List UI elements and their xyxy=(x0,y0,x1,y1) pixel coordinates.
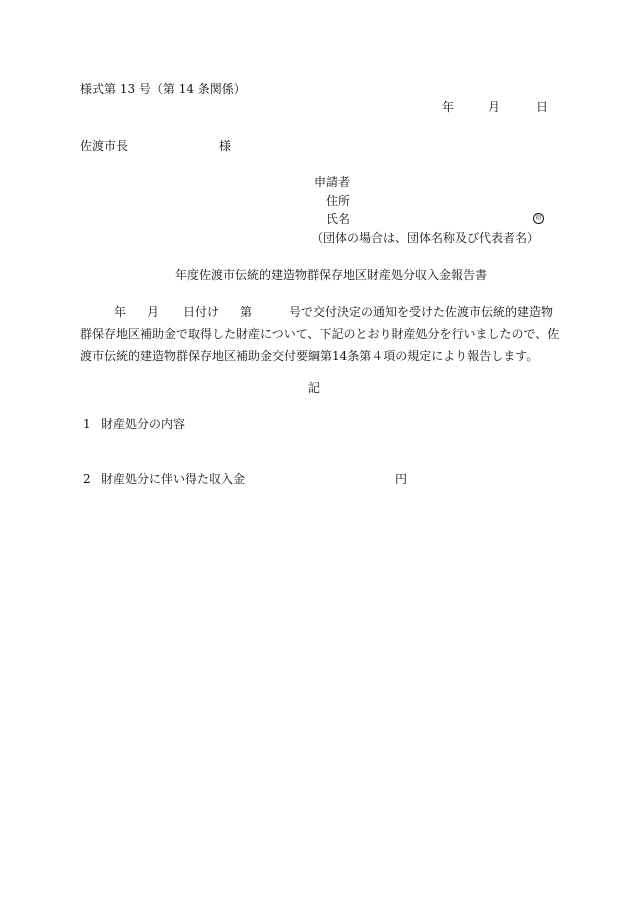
body-line3: 渡市伝統的建造物群保存地区補助金交付要綱第14条第４項の規定により報告します。 xyxy=(80,349,539,363)
date-month-label: 月 xyxy=(488,100,501,114)
item-1-label: 財産処分の内容 xyxy=(101,417,186,431)
addressee-name: 佐渡市長 xyxy=(80,139,129,153)
applicant-address-label: 住所 xyxy=(326,194,351,208)
item-2-number: 2 xyxy=(83,472,91,486)
item-1-number: 1 xyxy=(83,417,91,431)
document-title: 年度佐渡市伝統的建造物群保存地区財産処分収入金報告書 xyxy=(175,268,488,282)
applicant-label: 申請者 xyxy=(314,175,351,189)
body-line2: 群保存地区補助金で取得した財産について、下記のとおり財産処分を行いましたので、佐 xyxy=(80,327,560,341)
date-year-label: 年 xyxy=(442,100,455,114)
body-number-prefix: 第 xyxy=(240,305,253,319)
addressee-honorific: 様 xyxy=(219,139,232,153)
applicant-name-label: 氏名 xyxy=(326,212,351,226)
body-day-dated: 日付け xyxy=(183,305,220,319)
ki-heading: 記 xyxy=(308,381,321,395)
item-2-unit: 円 xyxy=(395,472,408,486)
form-number: 様式第 13 号（第 14 条関係） xyxy=(80,82,246,96)
body-month-blank: 月 xyxy=(147,305,160,319)
item-2-label: 財産処分に伴い得た収入金 xyxy=(101,472,246,486)
date-day-label: 日 xyxy=(536,100,549,114)
body-year-blank: 年 xyxy=(114,305,127,319)
seal-mark: 印 xyxy=(533,213,544,224)
body-line1-rest: 号で交付決定の通知を受けた佐渡市伝統的建造物 xyxy=(289,305,554,319)
applicant-note: （団体の場合は、団体名称及び代表者名） xyxy=(311,231,540,245)
